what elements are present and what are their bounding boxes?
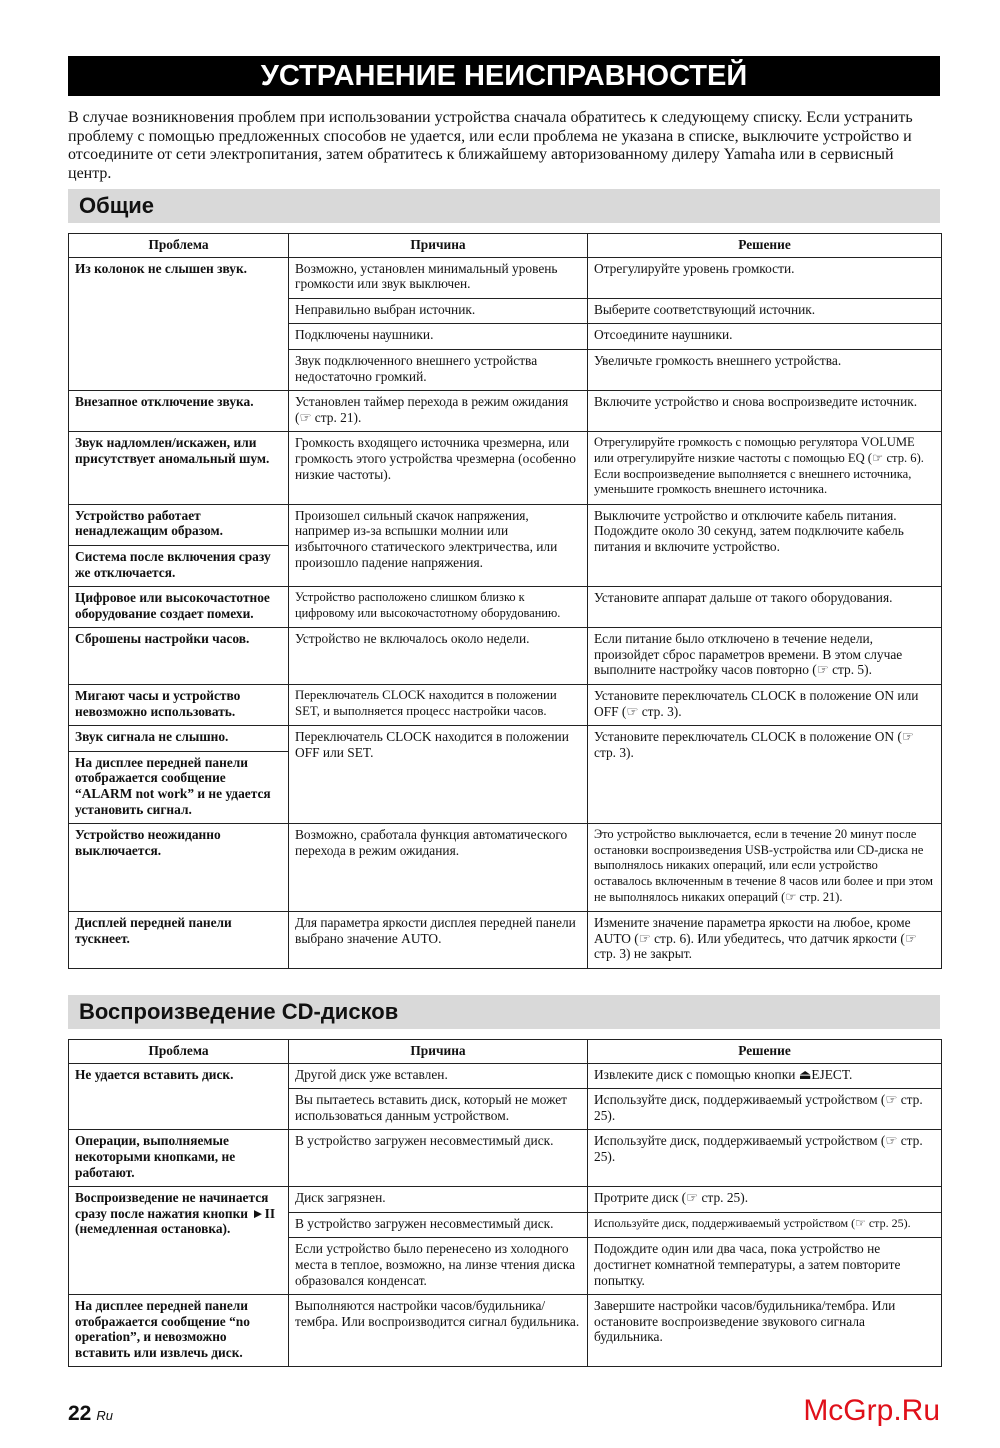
table-row xyxy=(69,1063,942,1089)
cause-cell: Другой диск уже вставлен. xyxy=(289,1063,588,1089)
cause-cell: Неправильно выбран источник. xyxy=(289,298,588,324)
table-header-row xyxy=(69,1039,942,1063)
solution-cell: Извлеките диск с помощью кнопки ⏏EJECT. xyxy=(588,1063,942,1089)
header-problem: Проблема xyxy=(69,234,289,258)
table-row xyxy=(69,504,942,545)
table-row xyxy=(69,1187,942,1213)
table-row xyxy=(69,726,942,752)
table-row xyxy=(69,432,942,504)
cause-cell: Выполняются настройки часов/будильника/тембра. Или воспроизводится сигнал будильника. xyxy=(289,1295,588,1367)
cause-cell: Диск загрязнен. xyxy=(289,1187,588,1213)
table-row xyxy=(69,912,942,969)
solution-cell: Отрегулируйте громкость с помощью регулятора VOLUME или отрегулируйте низкие частоты с помощью EQ (☞ стр. 6). Если воспроизведение выполняется с внешнего источника, уменьшите громкость внешнего источника. xyxy=(588,432,942,504)
problem-cell: На дисплее передней панели отображается сообщение “no operation”, и невозможно вставить или извлечь диск. xyxy=(69,1295,289,1367)
solution-cell: Используйте диск, поддерживаемый устройством (☞ стр. 25). xyxy=(588,1212,942,1238)
table-row xyxy=(69,391,942,432)
page-title: УСТРАНЕНИЕ НЕИСПРАВНОСТЕЙ xyxy=(68,56,940,96)
table-header-row xyxy=(69,234,942,258)
solution-cell: Используйте диск, поддерживаемый устройством (☞ стр. 25). xyxy=(588,1089,942,1130)
header-solution: Решение xyxy=(588,234,942,258)
cause-cell: Переключатель CLOCK находится в положении SET, и выполняется процесс настройки часов. xyxy=(289,685,588,726)
problem-cell: Звук надломлен/искажен, или присутствует аномальный шум. xyxy=(69,432,289,504)
problem-cell: Система после включения сразу же отключается. xyxy=(69,545,289,586)
solution-cell: Установите переключатель CLOCK в положение ON или OFF (☞ стр. 3). xyxy=(588,685,942,726)
general-troubleshooting-table xyxy=(68,233,942,969)
problem-cell: Устройство неожиданно выключается. xyxy=(69,824,289,912)
solution-cell: Используйте диск, поддерживаемый устройством (☞ стр. 25). xyxy=(588,1130,942,1187)
header-solution: Решение xyxy=(588,1039,942,1063)
cause-cell: Для параметра яркости дисплея передней панели выбрано значение AUTO. xyxy=(289,912,588,969)
problem-cell: Внезапное отключение звука. xyxy=(69,391,289,432)
cause-cell: В устройство загружен несовместимый диск. xyxy=(289,1212,588,1238)
section-cd-title: Воспроизведение CD-дисков xyxy=(68,995,940,1029)
solution-cell: Установите переключатель CLOCK в положение ON (☞ стр. 3). xyxy=(588,726,942,824)
cause-cell: Переключатель CLOCK находится в положении OFF или SET. xyxy=(289,726,588,824)
cause-cell: Возможно, установлен минимальный уровень громкости или звук выключен. xyxy=(289,257,588,298)
solution-cell: Измените значение параметра яркости на любое, кроме AUTO (☞ стр. 6). Или убедитесь, что датчик яркости (☞ стр. 3) не закрыт. xyxy=(588,912,942,969)
solution-cell: Отрегулируйте уровень громкости. xyxy=(588,257,942,298)
problem-cell: Не удается вставить диск. xyxy=(69,1063,289,1130)
cause-cell: Установлен таймер перехода в режим ожидания (☞ стр. 21). xyxy=(289,391,588,432)
intro-text: В случае возникновения проблем при использовании устройства сначала обратитесь к следующему списку. Если устранить проблему с помощью предложенных способов не удается, или если проблема не указана в списке, выключите устройство и отсоедините от сети электропитания, затем обратитесь к ближайшему авторизованному дилеру Yamaha или в сервисный центр. xyxy=(68,109,913,182)
solution-cell: Выберите соответствующий источник. xyxy=(588,298,942,324)
solution-cell: Увеличьте громкость внешнего устройства. xyxy=(588,349,942,390)
solution-cell: Если питание было отключено в течение недели, произойдет сброс параметров времени. В этом случае выполните настройку часов повторно (☞ стр. 5). xyxy=(588,628,942,685)
cause-cell: Произошел сильный скачок напряжения, например из-за вспышки молнии или избыточного статического электричества, или произошло падение напряжения. xyxy=(289,504,588,586)
cause-cell: Если устройство было перенесено из холодного места в теплое, возможно, на линзе чтения диска образовался конденсат. xyxy=(289,1238,588,1295)
problem-cell: На дисплее передней панели отображается сообщение “ALARM not work” и не удается установить сигнал. xyxy=(69,751,289,823)
solution-cell: Выключите устройство и отключите кабель питания. Подождите около 30 секунд, затем подключите кабель питания и включите устройство. xyxy=(588,504,942,586)
language-code: Ru xyxy=(96,1408,113,1424)
table-row xyxy=(69,824,942,912)
page-footer xyxy=(68,1394,940,1428)
table-row xyxy=(69,257,942,298)
problem-cell: Звук сигнала не слышно. xyxy=(69,726,289,752)
solution-cell: Отсоедините наушники. xyxy=(588,324,942,350)
problem-cell: Воспроизведение не начинается сразу после нажатия кнопки ►II (немедленная остановка). xyxy=(69,1187,289,1295)
table-row xyxy=(69,685,942,726)
cause-cell: Звук подключенного внешнего устройства недостаточно громкий. xyxy=(289,349,588,390)
cause-cell: Громкость входящего источника чрезмерна, или громкость этого устройства чрезмерна (особенно низкие частоты). xyxy=(289,432,588,504)
solution-cell: Протрите диск (☞ стр. 25). xyxy=(588,1187,942,1213)
problem-cell: Устройство работает ненадлежащим образом. xyxy=(69,504,289,545)
problem-cell: Цифровое или высокочастотное оборудование создает помехи. xyxy=(69,587,289,628)
solution-cell: Это устройство выключается, если в течение 20 минут после остановки воспроизведения USB-устройства или CD-диска не выполнялось никаких операций, или если устройство оставалось включенным в течение 8 часов или более и при этом не выполнялось никаких операций (☞ стр. 21). xyxy=(588,824,942,912)
problem-cell: Мигают часы и устройство невозможно использовать. xyxy=(69,685,289,726)
table-row xyxy=(69,1295,942,1367)
problem-cell: Операции, выполняемые некоторыми кнопками, не работают. xyxy=(69,1130,289,1187)
table-row xyxy=(69,587,942,628)
solution-cell: Подождите один или два часа, пока устройство не достигнет комнатной температуры, а затем повторите попытку. xyxy=(588,1238,942,1295)
cd-troubleshooting-table xyxy=(68,1039,942,1368)
section-general-title: Общие xyxy=(68,189,940,223)
problem-cell: Сброшены настройки часов. xyxy=(69,628,289,685)
header-problem: Проблема xyxy=(69,1039,289,1063)
table-row xyxy=(69,628,942,685)
solution-cell: Установите аппарат дальше от такого оборудования. xyxy=(588,587,942,628)
page-number: 22 xyxy=(68,1402,92,1426)
header-cause: Причина xyxy=(289,1039,588,1063)
problem-cell: Дисплей передней панели тускнеет. xyxy=(69,912,289,969)
problem-cell: Из колонок не слышен звук. xyxy=(69,257,289,391)
cause-cell: Устройство не включалось около недели. xyxy=(289,628,588,685)
cause-cell: Возможно, сработала функция автоматического перехода в режим ожидания. xyxy=(289,824,588,912)
header-cause: Причина xyxy=(289,234,588,258)
cause-cell: В устройство загружен несовместимый диск. xyxy=(289,1130,588,1187)
cause-cell: Подключены наушники. xyxy=(289,324,588,350)
table-row xyxy=(69,1130,942,1187)
solution-cell: Завершите настройки часов/будильника/тембра. Или остановите воспроизведение звукового сигнала будильника. xyxy=(588,1295,942,1367)
solution-cell: Включите устройство и снова воспроизведите источник. xyxy=(588,391,942,432)
cause-cell: Устройство расположено слишком близко к цифровому или высокочастотному оборудованию. xyxy=(289,587,588,628)
watermark: McGrp.Ru xyxy=(803,1394,940,1428)
cause-cell: Вы пытаетесь вставить диск, который не может использоваться данным устройством. xyxy=(289,1089,588,1130)
